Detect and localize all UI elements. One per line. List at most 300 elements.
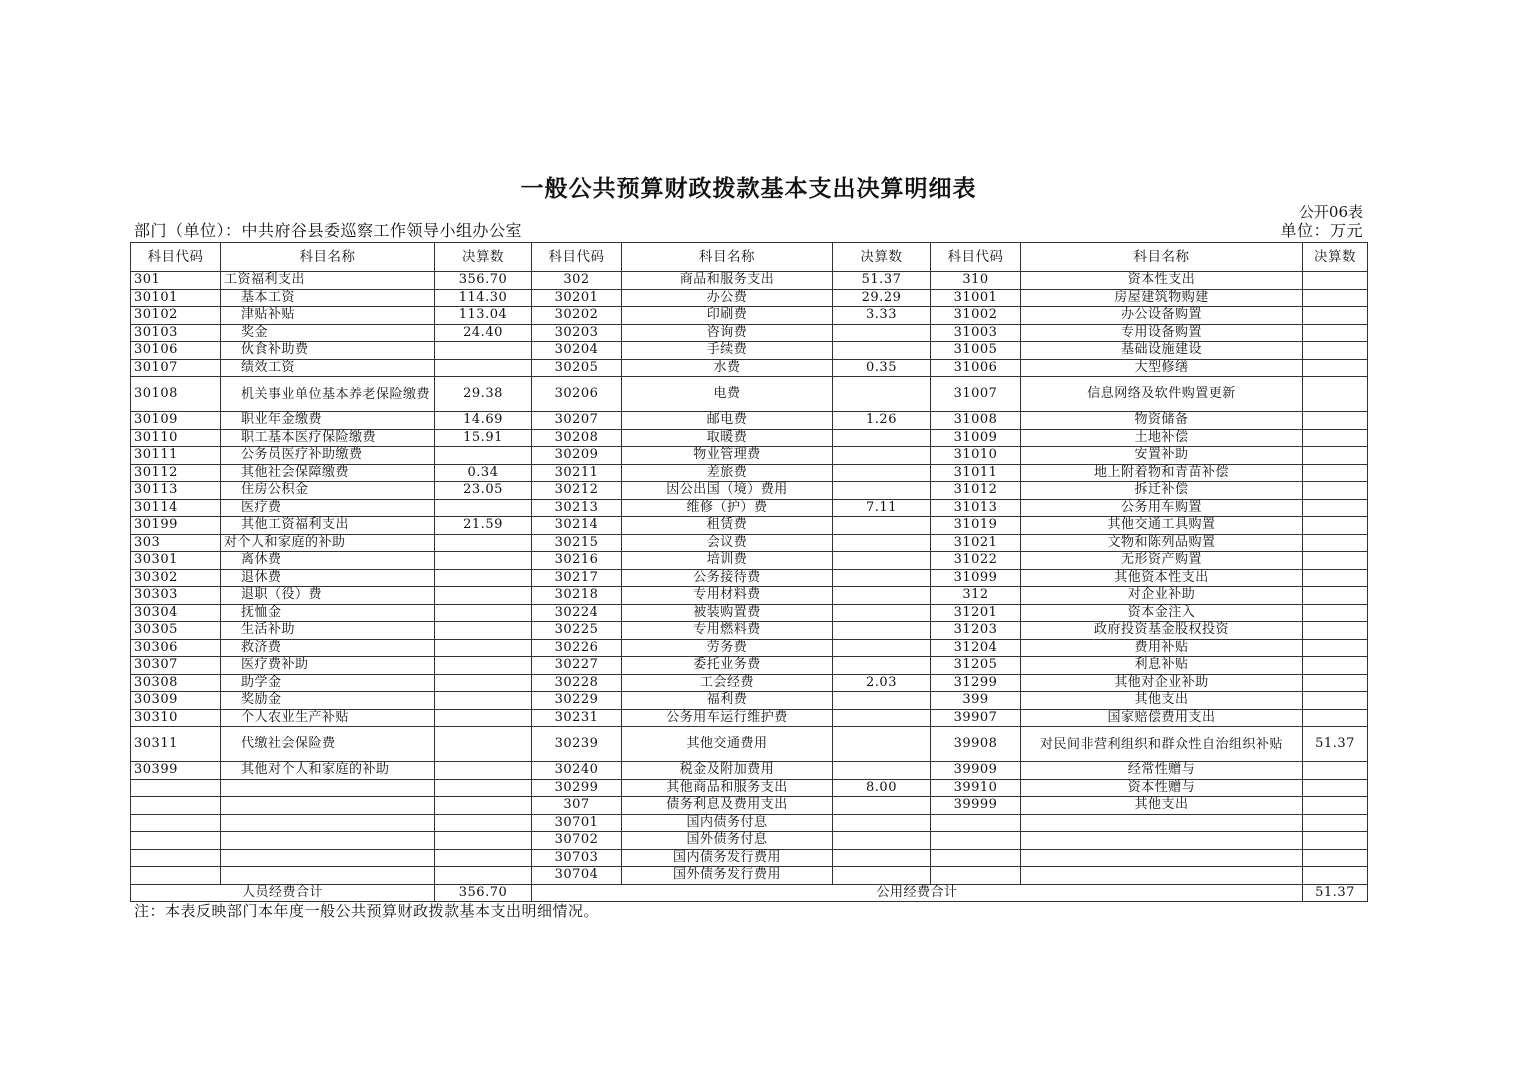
unit-label: 单位：万元: [1280, 221, 1363, 240]
cell-amount: 23.05: [435, 482, 532, 500]
cell-amount: 0.35: [833, 359, 931, 377]
cell-amount: [1303, 289, 1368, 307]
cell-name: 国内债务付息: [622, 814, 833, 832]
cell-code: [131, 797, 221, 815]
cell-amount: [435, 587, 532, 605]
table-row: [131, 482, 1368, 500]
cell-name: 无形资产购置: [1021, 552, 1303, 570]
cell-name: 个人农业生产补贴: [221, 709, 435, 727]
cell-name: 维修（护）费: [622, 499, 833, 517]
cell-code: 30310: [131, 709, 221, 727]
cell-amount: [1303, 517, 1368, 535]
cell-name: 国家赔偿费用支出: [1021, 709, 1303, 727]
cell-name: 奖金: [221, 324, 435, 342]
table-row: [131, 832, 1368, 850]
cell-code: 30213: [532, 499, 622, 517]
cell-amount: [435, 604, 532, 622]
cell-name: 对企业补助: [1021, 587, 1303, 605]
cell-code: 30224: [532, 604, 622, 622]
cell-amount: [1303, 307, 1368, 325]
cell-code: 39907: [931, 709, 1021, 727]
cell-code: 303: [131, 534, 221, 552]
cell-code: 30207: [532, 412, 622, 430]
cell-amount: [833, 429, 931, 447]
cell-name: 伙食补助费: [221, 342, 435, 360]
cell-name: 房屋建筑物购建: [1021, 289, 1303, 307]
cell-name: 退休费: [221, 569, 435, 587]
cell-amount: 51.37: [1303, 727, 1368, 762]
cell-amount: [1303, 604, 1368, 622]
table-row: [131, 604, 1368, 622]
cell-name: 物业管理费: [622, 447, 833, 465]
cell-name: 土地补偿: [1021, 429, 1303, 447]
cell-name: 商品和服务支出: [622, 272, 833, 290]
table-row: [131, 569, 1368, 587]
cell-amount: [833, 639, 931, 657]
cell-amount: [1303, 447, 1368, 465]
cell-amount: [1303, 359, 1368, 377]
cell-name: 医疗费: [221, 499, 435, 517]
cell-amount: [435, 832, 532, 850]
table-row: [131, 867, 1368, 885]
cell-name: 公务员医疗补助缴费: [221, 447, 435, 465]
cell-name: 抚恤金: [221, 604, 435, 622]
cell-code: 30101: [131, 289, 221, 307]
header-amount-1: 决算数: [435, 243, 532, 272]
cell-code: 30701: [532, 814, 622, 832]
cell-code: [131, 867, 221, 885]
cell-amount: [1303, 272, 1368, 290]
cell-amount: [435, 674, 532, 692]
cell-amount: [435, 797, 532, 815]
cell-code: 30303: [131, 587, 221, 605]
cell-code: 30240: [532, 762, 622, 780]
table-row: [131, 552, 1368, 570]
table-row: [131, 814, 1368, 832]
cell-name: 安置补助: [1021, 447, 1303, 465]
cell-amount: [1303, 657, 1368, 675]
cell-code: 30203: [532, 324, 622, 342]
cell-code: 30239: [532, 727, 622, 762]
cell-code: 30231: [532, 709, 622, 727]
cell-amount: [833, 622, 931, 640]
cell-amount: [435, 727, 532, 762]
cell-amount: [435, 779, 532, 797]
cell-name: 专用设备购置: [1021, 324, 1303, 342]
cell-amount: [1303, 342, 1368, 360]
cell-name: 离休费: [221, 552, 435, 570]
cell-amount: [435, 657, 532, 675]
cell-amount: [435, 552, 532, 570]
table-row: [131, 324, 1368, 342]
cell-amount: [833, 692, 931, 710]
cell-name: [1021, 849, 1303, 867]
cell-name: 对个人和家庭的补助: [221, 534, 435, 552]
header-amount-2: 决算数: [833, 243, 931, 272]
cell-amount: [833, 762, 931, 780]
cell-code: 31002: [931, 307, 1021, 325]
cell-amount: [1303, 429, 1368, 447]
cell-amount: 29.38: [435, 377, 532, 412]
cell-code: 307: [532, 797, 622, 815]
cell-amount: [1303, 867, 1368, 885]
cell-code: 30218: [532, 587, 622, 605]
cell-amount: [833, 447, 931, 465]
cell-code: 31008: [931, 412, 1021, 430]
page-title: 一般公共预算财政拨款基本支出决算明细表: [520, 175, 977, 202]
cell-amount: 114.30: [435, 289, 532, 307]
header-name-2: 科目名称: [622, 243, 833, 272]
cell-amount: [1303, 377, 1368, 412]
table-row: [131, 849, 1368, 867]
table-row: [131, 307, 1368, 325]
cell-code: 30214: [532, 517, 622, 535]
cell-name: 职业年金缴费: [221, 412, 435, 430]
table-header-row: [131, 243, 1368, 272]
cell-name: [221, 814, 435, 832]
cell-name: 物资储备: [1021, 412, 1303, 430]
cell-amount: 21.59: [435, 517, 532, 535]
cell-amount: [833, 482, 931, 500]
cell-code: 30212: [532, 482, 622, 500]
cell-name: 政府投资基金股权投资: [1021, 622, 1303, 640]
cell-amount: 356.70: [435, 272, 532, 290]
cell-name: 国内债务发行费用: [622, 849, 833, 867]
header-code-1: 科目代码: [131, 243, 221, 272]
cell-code: [931, 832, 1021, 850]
table-row: [131, 272, 1368, 290]
cell-code: 30229: [532, 692, 622, 710]
cell-code: 30102: [131, 307, 221, 325]
header-name-1: 科目名称: [221, 243, 435, 272]
totals-row: [131, 884, 1368, 902]
cell-code: 30311: [131, 727, 221, 762]
cell-amount: [435, 342, 532, 360]
cell-code: 30103: [131, 324, 221, 342]
header-name-3: 科目名称: [1021, 243, 1303, 272]
cell-code: 31012: [931, 482, 1021, 500]
cell-name: 差旅费: [622, 464, 833, 482]
cell-amount: [435, 692, 532, 710]
cell-name: 公务接待费: [622, 569, 833, 587]
cell-code: 30107: [131, 359, 221, 377]
cell-amount: [833, 832, 931, 850]
cell-code: 30205: [532, 359, 622, 377]
cell-name: 奖励金: [221, 692, 435, 710]
cell-amount: [1303, 569, 1368, 587]
cell-code: 30216: [532, 552, 622, 570]
cell-code: 31205: [931, 657, 1021, 675]
cell-name: 其他资本性支出: [1021, 569, 1303, 587]
cell-code: 31099: [931, 569, 1021, 587]
cell-amount: [1303, 709, 1368, 727]
footnote: 注：本表反映部门本年度一般公共预算财政拨款基本支出明细情况。: [134, 902, 600, 920]
cell-code: 30208: [532, 429, 622, 447]
cell-code: 31005: [931, 342, 1021, 360]
cell-name: [1021, 832, 1303, 850]
table-row: [131, 674, 1368, 692]
cell-code: 31201: [931, 604, 1021, 622]
cell-name: [221, 832, 435, 850]
cell-code: 399: [931, 692, 1021, 710]
cell-name: 基本工资: [221, 289, 435, 307]
cell-name: 费用补贴: [1021, 639, 1303, 657]
cell-code: 30201: [532, 289, 622, 307]
cell-name: 印刷费: [622, 307, 833, 325]
cell-name: 基础设施建设: [1021, 342, 1303, 360]
cell-amount: [1303, 779, 1368, 797]
cell-name: [221, 867, 435, 885]
cell-name: 办公费: [622, 289, 833, 307]
cell-code: 30114: [131, 499, 221, 517]
cell-code: 31021: [931, 534, 1021, 552]
cell-name: 资本金注入: [1021, 604, 1303, 622]
cell-amount: 7.11: [833, 499, 931, 517]
cell-amount: [833, 727, 931, 762]
cell-code: 30228: [532, 674, 622, 692]
cell-name: 租赁费: [622, 517, 833, 535]
cell-code: 39908: [931, 727, 1021, 762]
cell-name: 取暖费: [622, 429, 833, 447]
cell-code: 31299: [931, 674, 1021, 692]
cell-amount: [833, 604, 931, 622]
cell-name: 生活补助: [221, 622, 435, 640]
cell-code: 31003: [931, 324, 1021, 342]
cell-amount: [833, 464, 931, 482]
cell-code: 31204: [931, 639, 1021, 657]
cell-code: 30703: [532, 849, 622, 867]
cell-code: 30209: [532, 447, 622, 465]
expenditure-table: [130, 242, 1368, 902]
cell-code: 30112: [131, 464, 221, 482]
personnel-total-value: 356.70: [435, 884, 532, 902]
table-row: [131, 587, 1368, 605]
table-row: [131, 499, 1368, 517]
cell-amount: [435, 622, 532, 640]
cell-code: [931, 867, 1021, 885]
cell-code: [131, 832, 221, 850]
table-row: [131, 797, 1368, 815]
table-row: [131, 762, 1368, 780]
cell-amount: 14.69: [435, 412, 532, 430]
cell-code: [931, 814, 1021, 832]
header-code-2: 科目代码: [532, 243, 622, 272]
cell-name: 培训费: [622, 552, 833, 570]
table-row: [131, 517, 1368, 535]
cell-code: 30217: [532, 569, 622, 587]
cell-name: 津贴补贴: [221, 307, 435, 325]
cell-code: 30399: [131, 762, 221, 780]
cell-name: [1021, 814, 1303, 832]
cell-name: 其他交通费用: [622, 727, 833, 762]
cell-name: 资本性支出: [1021, 272, 1303, 290]
cell-code: 31203: [931, 622, 1021, 640]
cell-amount: [833, 552, 931, 570]
cell-amount: [833, 797, 931, 815]
cell-name: 债务利息及费用支出: [622, 797, 833, 815]
cell-code: 30225: [532, 622, 622, 640]
cell-code: 30309: [131, 692, 221, 710]
cell-name: 其他商品和服务支出: [622, 779, 833, 797]
cell-code: 30227: [532, 657, 622, 675]
cell-amount: [833, 814, 931, 832]
cell-code: 310: [931, 272, 1021, 290]
cell-amount: [1303, 692, 1368, 710]
cell-amount: 1.26: [833, 412, 931, 430]
cell-code: 31022: [931, 552, 1021, 570]
cell-code: 30113: [131, 482, 221, 500]
cell-code: 30304: [131, 604, 221, 622]
cell-amount: 8.00: [833, 779, 931, 797]
cell-amount: [1303, 762, 1368, 780]
header-amount-3: 决算数: [1303, 243, 1368, 272]
cell-name: 救济费: [221, 639, 435, 657]
cell-name: 其他支出: [1021, 692, 1303, 710]
cell-name: [221, 849, 435, 867]
cell-name: 税金及附加费用: [622, 762, 833, 780]
table-row: [131, 657, 1368, 675]
cell-name: 其他交通工具购置: [1021, 517, 1303, 535]
table-row: [131, 412, 1368, 430]
cell-code: 30302: [131, 569, 221, 587]
cell-amount: [1303, 797, 1368, 815]
cell-code: 30702: [532, 832, 622, 850]
header-code-3: 科目代码: [931, 243, 1021, 272]
cell-amount: [1303, 674, 1368, 692]
personnel-total-label: 人员经费合计: [131, 884, 435, 902]
cell-name: 医疗费补助: [221, 657, 435, 675]
cell-name: 大型修缮: [1021, 359, 1303, 377]
table-row: [131, 622, 1368, 640]
cell-amount: [1303, 552, 1368, 570]
cell-amount: [435, 709, 532, 727]
cell-name: 手续费: [622, 342, 833, 360]
cell-code: 39910: [931, 779, 1021, 797]
cell-amount: [833, 377, 931, 412]
cell-code: 30307: [131, 657, 221, 675]
public-total-value: 51.37: [1303, 884, 1368, 902]
cell-code: 31001: [931, 289, 1021, 307]
cell-name: 绩效工资: [221, 359, 435, 377]
cell-name: 工会经费: [622, 674, 833, 692]
cell-code: [131, 849, 221, 867]
cell-code: 30211: [532, 464, 622, 482]
cell-amount: [833, 587, 931, 605]
cell-code: 30301: [131, 552, 221, 570]
cell-name: 被装购置费: [622, 604, 833, 622]
cell-amount: [435, 447, 532, 465]
department-label: 部门（单位）：中共府谷县委巡察工作领导小组办公室: [134, 221, 523, 240]
cell-name: 利息补贴: [1021, 657, 1303, 675]
cell-code: 31019: [931, 517, 1021, 535]
cell-amount: 15.91: [435, 429, 532, 447]
cell-name: 劳务费: [622, 639, 833, 657]
cell-name: [1021, 867, 1303, 885]
cell-amount: [435, 849, 532, 867]
cell-name: 水费: [622, 359, 833, 377]
table-row: [131, 359, 1368, 377]
table-row: [131, 289, 1368, 307]
table-body: [131, 272, 1368, 885]
cell-name: 国外债务发行费用: [622, 867, 833, 885]
cell-amount: [833, 849, 931, 867]
cell-code: 30306: [131, 639, 221, 657]
cell-code: 30308: [131, 674, 221, 692]
cell-name: [221, 779, 435, 797]
cell-code: 302: [532, 272, 622, 290]
cell-name: 职工基本医疗保险缴费: [221, 429, 435, 447]
cell-amount: [435, 814, 532, 832]
cell-name: 会议费: [622, 534, 833, 552]
cell-code: 31011: [931, 464, 1021, 482]
cell-code: 30199: [131, 517, 221, 535]
cell-name: 公务用车运行维护费: [622, 709, 833, 727]
cell-amount: [435, 359, 532, 377]
cell-amount: [435, 867, 532, 885]
cell-name: 邮电费: [622, 412, 833, 430]
cell-name: 其他社会保障缴费: [221, 464, 435, 482]
cell-code: [131, 779, 221, 797]
cell-name: 委托业务费: [622, 657, 833, 675]
cell-code: 31010: [931, 447, 1021, 465]
cell-amount: [833, 709, 931, 727]
cell-name: [221, 797, 435, 815]
cell-amount: 113.04: [435, 307, 532, 325]
cell-amount: [833, 867, 931, 885]
cell-amount: [833, 324, 931, 342]
cell-amount: 51.37: [833, 272, 931, 290]
cell-amount: [435, 762, 532, 780]
cell-code: 30109: [131, 412, 221, 430]
cell-name: 国外债务付息: [622, 832, 833, 850]
cell-amount: [1303, 482, 1368, 500]
cell-amount: [1303, 324, 1368, 342]
cell-name: 信息网络及软件购置更新: [1021, 377, 1303, 412]
cell-code: 30110: [131, 429, 221, 447]
cell-amount: 2.03: [833, 674, 931, 692]
cell-name: 住房公积金: [221, 482, 435, 500]
cell-name: 地上附着物和青苗补偿: [1021, 464, 1303, 482]
cell-code: [931, 849, 1021, 867]
cell-amount: [1303, 534, 1368, 552]
cell-name: 其他对企业补助: [1021, 674, 1303, 692]
table-row: [131, 727, 1368, 762]
table-row: [131, 342, 1368, 360]
cell-amount: [833, 517, 931, 535]
cell-amount: 3.33: [833, 307, 931, 325]
cell-amount: [833, 569, 931, 587]
cell-amount: 24.40: [435, 324, 532, 342]
cell-amount: [1303, 464, 1368, 482]
cell-name: 其他对个人和家庭的补助: [221, 762, 435, 780]
cell-code: 301: [131, 272, 221, 290]
cell-amount: [435, 499, 532, 517]
cell-name: 电费: [622, 377, 833, 412]
cell-name: 办公设备购置: [1021, 307, 1303, 325]
public-total-label: 公用经费合计: [532, 884, 1303, 902]
cell-code: 31007: [931, 377, 1021, 412]
cell-name: 对民间非营利组织和群众性自治组织补贴: [1021, 727, 1303, 762]
cell-code: 30111: [131, 447, 221, 465]
cell-code: 312: [931, 587, 1021, 605]
cell-amount: [1303, 832, 1368, 850]
cell-code: 31006: [931, 359, 1021, 377]
cell-code: 31009: [931, 429, 1021, 447]
cell-name: 福利费: [622, 692, 833, 710]
cell-code: 30204: [532, 342, 622, 360]
table-row: [131, 447, 1368, 465]
cell-amount: 29.29: [833, 289, 931, 307]
